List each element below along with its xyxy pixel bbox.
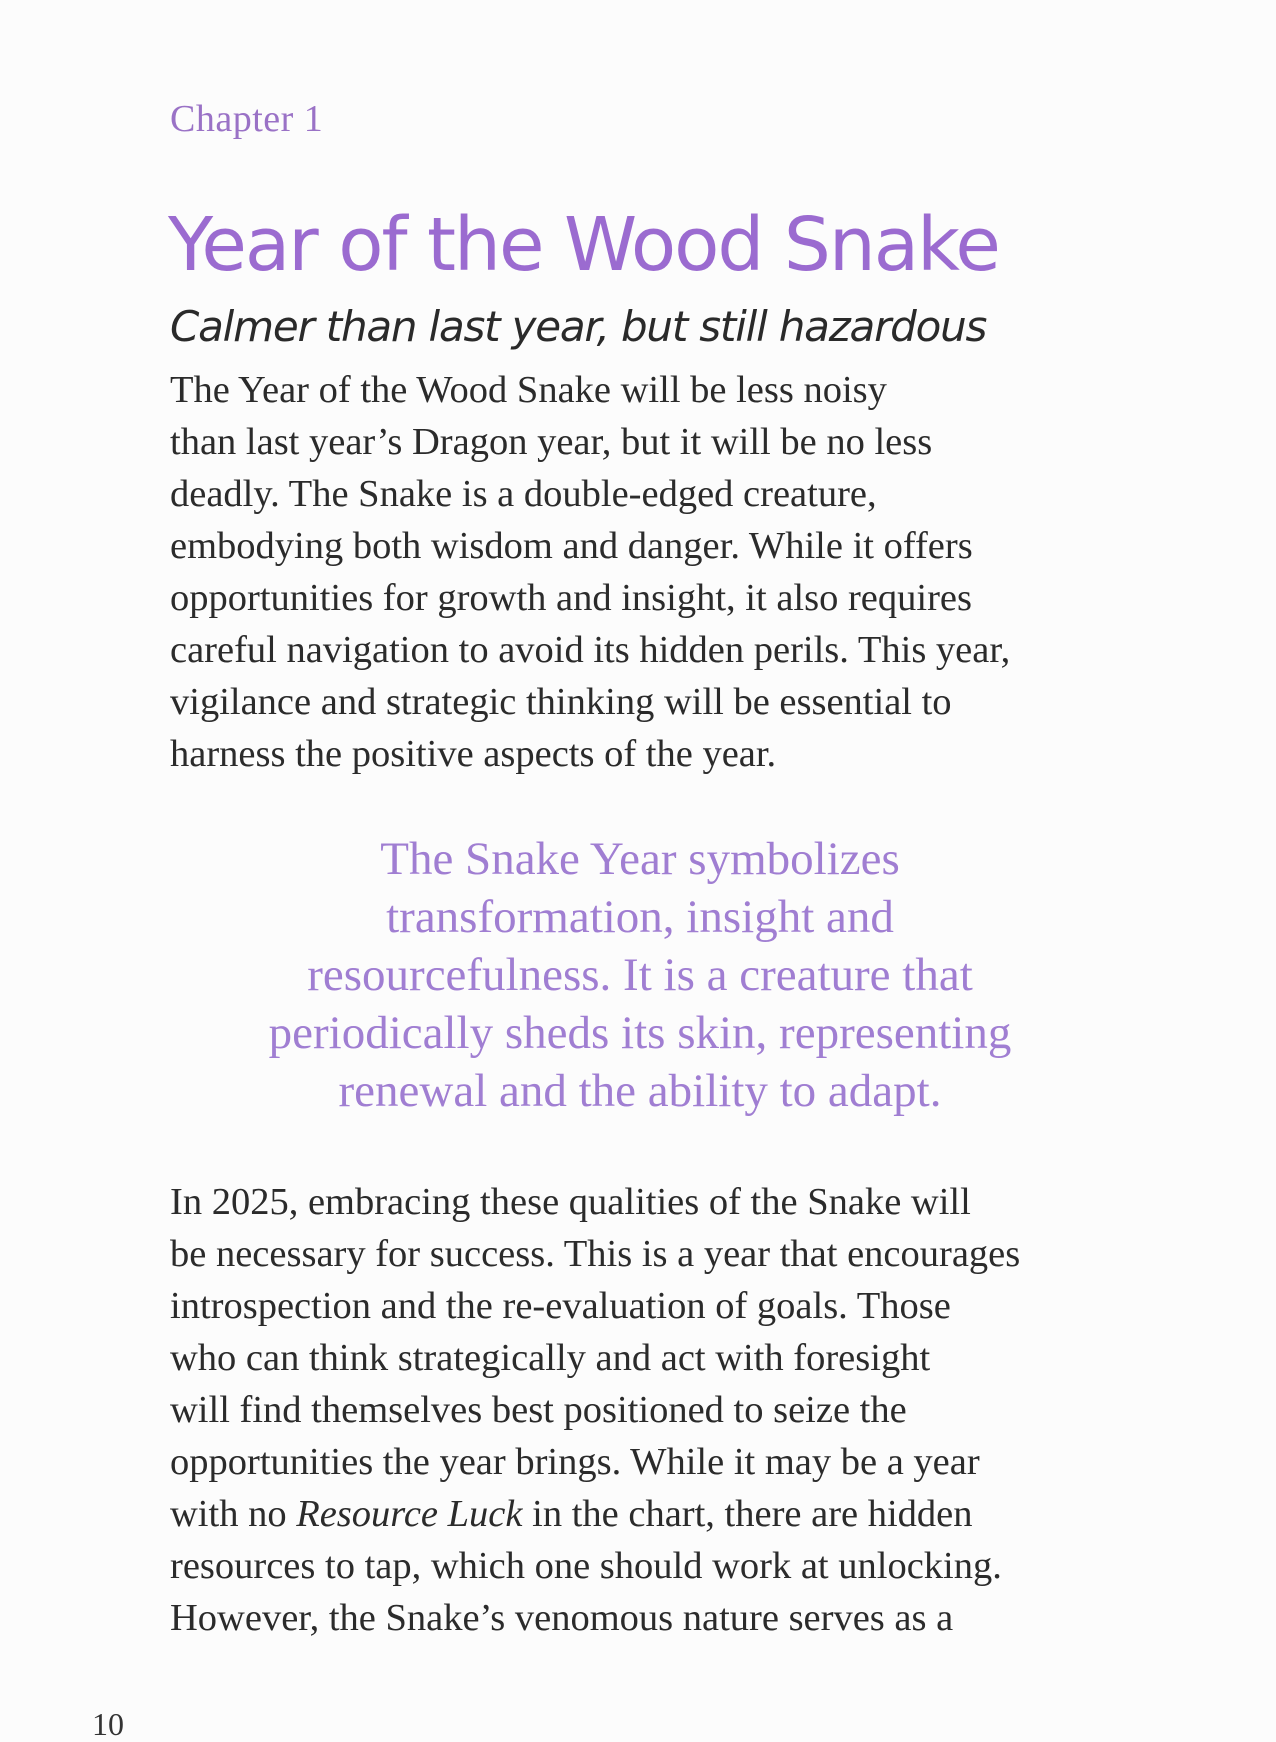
text-line: opportunities for growth and insight, it also requires bbox=[170, 577, 972, 619]
text-line: introspection and the re-evaluation of goals. Those bbox=[170, 1285, 951, 1327]
text-line: The Year of the Wood Snake will be less noisy bbox=[170, 369, 887, 411]
page-title: Year of the Wood Snake bbox=[168, 202, 999, 288]
text-line: However, the Snake’s venomous nature serves as a bbox=[170, 1597, 954, 1639]
pull-quote bbox=[140, 830, 1140, 1120]
text-line: be necessary for success. This is a year that encourages bbox=[170, 1233, 1021, 1275]
text-line: than last year’s Dragon year, but it will be no less bbox=[170, 421, 933, 463]
text-line: vigilance and strategic thinking will be essential to bbox=[170, 681, 952, 723]
italic-term-resource-luck: Resource Luck bbox=[296, 1493, 523, 1535]
quote-line: periodically sheds its skin, representing bbox=[268, 1007, 1012, 1059]
text-line bbox=[170, 1488, 1130, 1540]
text-run: in the chart, there are hidden bbox=[522, 1493, 973, 1535]
paragraph-2 bbox=[170, 1176, 1130, 1644]
text-line: embodying both wisdom and danger. While it offers bbox=[170, 525, 973, 567]
text-line: harness the positive aspects of the year. bbox=[170, 733, 777, 775]
paragraph-1 bbox=[170, 364, 1130, 780]
text-line: will find themselves best positioned to seize the bbox=[170, 1389, 907, 1431]
chapter-label: Chapter 1 bbox=[170, 98, 324, 140]
quote-line: resourcefulness. It is a creature that bbox=[307, 949, 973, 1001]
page-number: 10 bbox=[92, 1706, 124, 1742]
quote-line: transformation, insight and bbox=[386, 891, 894, 943]
text-run: with no bbox=[170, 1493, 297, 1535]
text-line: careful navigation to avoid its hidden perils. This year, bbox=[170, 629, 1011, 671]
quote-line: renewal and the ability to adapt. bbox=[338, 1065, 942, 1117]
text-line: who can think strategically and act with foresight bbox=[170, 1337, 931, 1379]
subtitle: Calmer than last year, but still hazardous bbox=[170, 302, 987, 351]
text-line: resources to tap, which one should work at unlocking. bbox=[170, 1545, 1002, 1587]
text-line: deadly. The Snake is a double-edged creature, bbox=[170, 473, 877, 515]
text-line: opportunities the year brings. While it may be a year bbox=[170, 1441, 980, 1483]
text-line: In 2025, embracing these qualities of the Snake will bbox=[170, 1181, 971, 1223]
quote-line: The Snake Year symbolizes bbox=[380, 833, 900, 885]
